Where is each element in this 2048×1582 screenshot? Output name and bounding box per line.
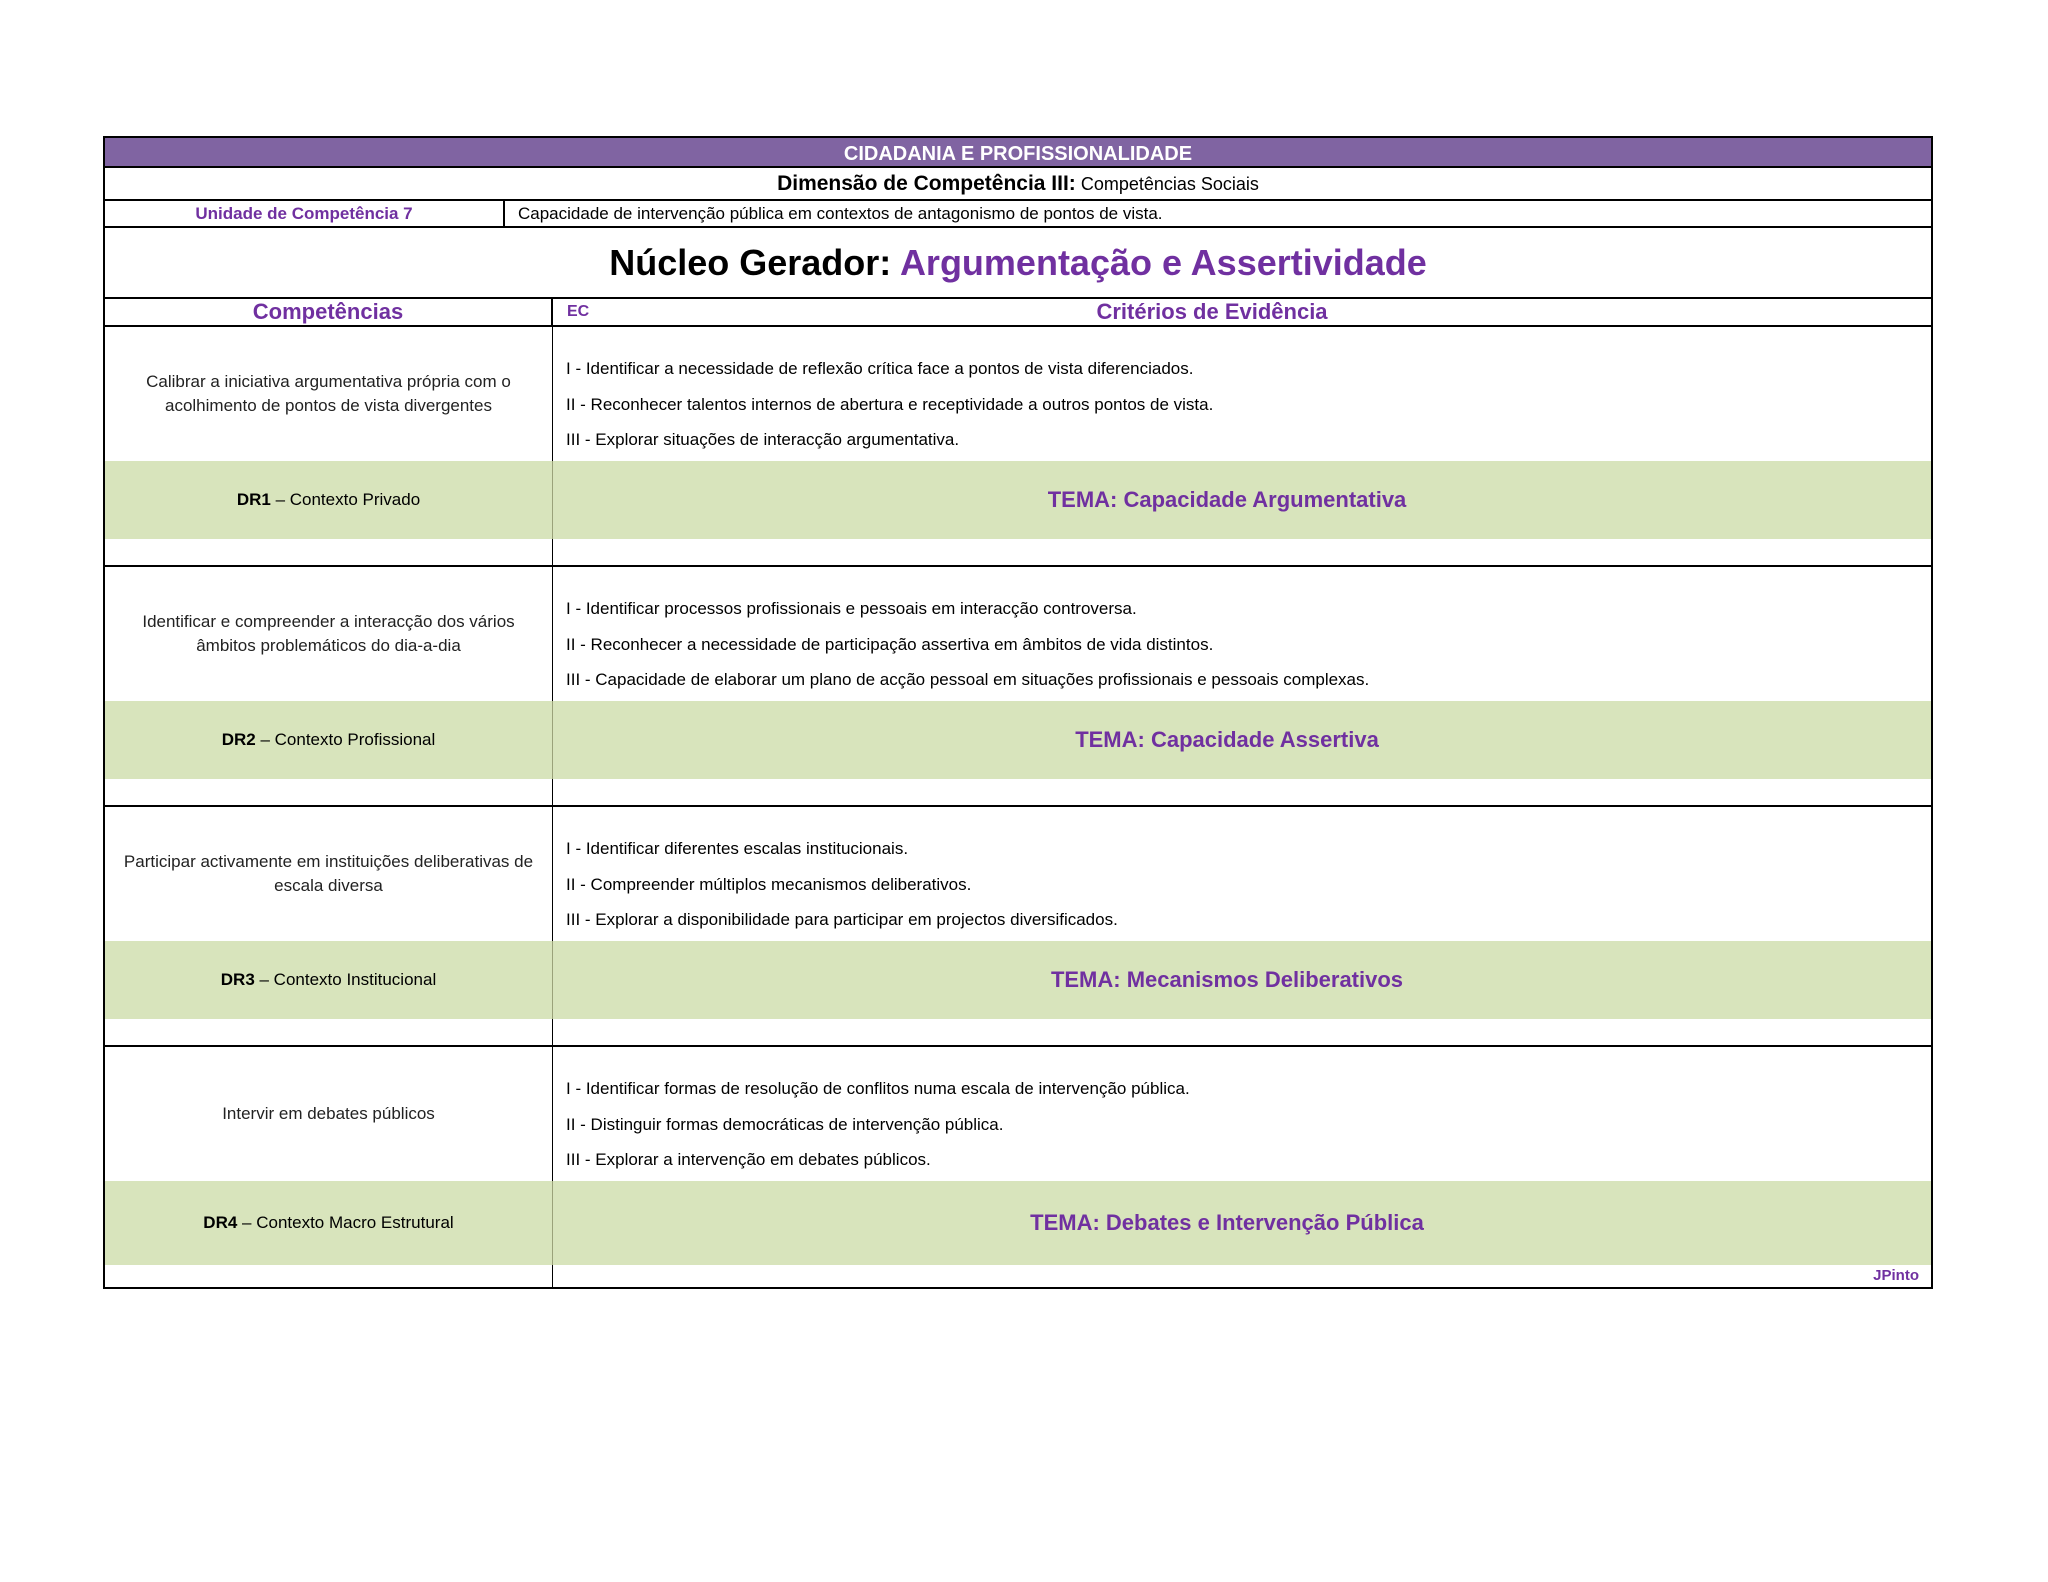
dimension-row: [103, 168, 1933, 201]
spacer-cell: [105, 539, 553, 565]
header-competencias: Competências: [105, 299, 553, 325]
tema-label: TEMA: Capacidade Argumentativa: [1047, 487, 1407, 512]
criterion-item: III - Explorar a disponibilidade para participar em projectos diversificados.: [566, 910, 1118, 929]
criterion-item: III - Capacidade de elaborar um plano de acção pessoal em situações profissionais e pessoais complexas.: [566, 670, 1370, 689]
unit-row: [103, 201, 1933, 228]
criterion-item: II - Distinguir formas democráticas de intervenção pública.: [566, 1114, 1004, 1134]
criterion-item: II - Reconhecer a necessidade de participação assertiva em âmbitos de vida distintos.: [566, 634, 1214, 654]
dr-context: [105, 941, 553, 1019]
competency-block: [103, 327, 1933, 567]
author-signature: JPinto: [1873, 1267, 1919, 1284]
criteria-row: [105, 567, 1931, 701]
spacer-cell: [105, 1019, 553, 1045]
header-ec: EC: [567, 303, 590, 320]
dr-row: [105, 941, 1931, 1019]
spacer-cell: [553, 539, 1931, 565]
spacer-row: [105, 1019, 1931, 1047]
unit-label: Unidade de Competência 7: [105, 201, 505, 226]
dimension-value: Competências Sociais: [1080, 174, 1259, 194]
criteria-list: [553, 567, 1931, 701]
criteria-row: [105, 327, 1931, 461]
header-criterios: Critérios de Evidência: [1096, 299, 1328, 324]
sheet-title: CIDADANIA E PROFISSIONALIDADE: [103, 136, 1933, 168]
spacer-cell: [553, 779, 1931, 805]
criteria-list: [553, 1047, 1931, 1181]
spacer-cell: [105, 779, 553, 805]
criterion-item: I - Identificar processos profissionais e pessoais em interacção controversa.: [566, 599, 1137, 618]
tema-label: TEMA: Mecanismos Deliberativos: [1050, 967, 1404, 992]
spacer-row: [105, 779, 1931, 807]
competency-block: [103, 1047, 1933, 1289]
spacer-cell: [105, 1265, 553, 1287]
dr-row: [105, 701, 1931, 779]
criterion-item: I - Identificar diferentes escalas institucionais.: [566, 839, 909, 858]
dr-context: [105, 461, 553, 539]
nucleo-row: [103, 228, 1933, 299]
dr-context: [105, 701, 553, 779]
competency-sheet: [103, 136, 1933, 1289]
dr-context: [105, 1181, 553, 1265]
competency-text: Intervir em debates públicos: [105, 1047, 553, 1181]
criterion-item: I - Identificar a necessidade de reflexão crítica face a pontos de vista diferenciados.: [566, 359, 1194, 378]
criteria-list: [553, 327, 1931, 461]
competency-block: [103, 807, 1933, 1047]
competency-text: Identificar e compreender a interacção dos vários âmbitos problemáticos do dia-a-dia: [105, 567, 553, 701]
criterion-item: III - Explorar situações de interacção argumentativa.: [566, 430, 960, 449]
tema-label: TEMA: Debates e Intervenção Pública: [1030, 1210, 1424, 1235]
competency-text: Calibrar a iniciativa argumentativa própria com o acolhimento de pontos de vista divergentes: [105, 327, 553, 461]
dr-code: DR4: [203, 1213, 238, 1232]
unit-value: Capacidade de intervenção pública em contextos de antagonismo de pontos de vista.: [518, 204, 1163, 223]
footer-row: [105, 1265, 1931, 1289]
column-headers: [103, 299, 1933, 327]
dr-code: DR3: [220, 970, 255, 989]
dr-text: – Contexto Institucional: [254, 970, 437, 989]
criterion-item: I - Identificar formas de resolução de conflitos numa escala de intervenção pública.: [566, 1079, 1190, 1098]
criterion-item: III - Explorar a intervenção em debates públicos.: [566, 1150, 931, 1169]
dr-row: [105, 461, 1931, 539]
dr-code: DR2: [221, 730, 256, 749]
criterion-item: II - Reconhecer talentos internos de abertura e receptividade a outros pontos de vista.: [566, 394, 1214, 414]
dr-code: DR1: [236, 490, 271, 509]
nucleo-value: Argumentação e Assertividade: [899, 242, 1427, 283]
spacer-row: [105, 539, 1931, 567]
criteria-row: [105, 1047, 1931, 1181]
competency-text: Participar activamente em instituições deliberativas de escala diversa: [105, 807, 553, 941]
dr-row: [105, 1181, 1931, 1265]
competency-block: [103, 567, 1933, 807]
dimension-label: Dimensão de Competência III:: [777, 172, 1076, 195]
criterion-item: II - Compreender múltiplos mecanismos deliberativos.: [566, 874, 972, 894]
dr-text: – Contexto Privado: [270, 490, 421, 509]
spacer-cell: [553, 1019, 1931, 1045]
dr-text: – Contexto Profissional: [255, 730, 436, 749]
criteria-list: [553, 807, 1931, 941]
dr-text: – Contexto Macro Estrutural: [237, 1213, 454, 1232]
tema-label: TEMA: Capacidade Assertiva: [1075, 727, 1379, 752]
nucleo-label: Núcleo Gerador:: [609, 242, 892, 283]
criteria-row: [105, 807, 1931, 941]
